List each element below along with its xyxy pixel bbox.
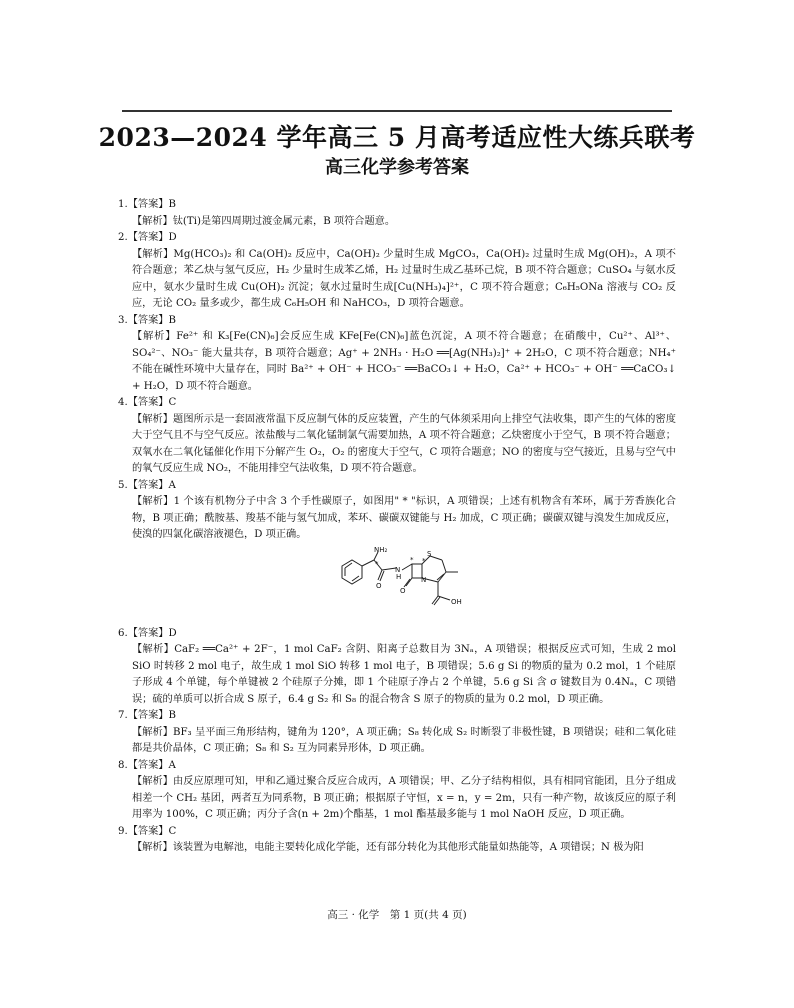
explanation-6: 【解析】CaF₂ ══Ca²⁺ + 2F⁻，1 mol CaF₂ 含阴、阳离子总数目为 3Nₐ，A 项错误；根据反应式可知，生成 2 mol SiO 时转移 2 mol 电子，故生成 1 mol SiO 转移 1 mol 电子，B 项错误；5.6 g Si 的物质的量为 0.2 mol，1 个硅原子形成 4 个单键，每个单键被 2 个硅原子分摊，即 1 个硅原子净占 2 个单键，5.6 g Si 含 σ 键数目为 0.4Nₐ，C 项错误；硫的单质可以折合成 S 原子，6.4 g S₂ 和 S₈ 的混合物含 S 原子的物质的量为 0.2 mol，D 项正确。 <box>132 644 676 705</box>
mol-label-chiral-2: * <box>410 555 414 564</box>
mol-label-s: S <box>427 549 432 558</box>
page-subtitle: 高三化学参考答案 <box>325 157 469 178</box>
mol-label-chiral-3: * <box>422 556 426 565</box>
page-title: 2023—2024 学年高三 5 月高考适应性大练兵联考 <box>98 123 696 152</box>
explanation-7: 【解析】BF₃ 呈平面三角形结构，键角为 120°，A 项正确；S₈ 转化成 S₂ 时断裂了非极性键，B 项错误；硅和二氧化硅都是共价晶体，C 项正确；S₈ 和 S₂ 互为同素异形体，D 项正确。 <box>132 726 676 754</box>
answer-content <box>118 197 676 857</box>
explanation-5: 【解析】1 个该有机物分子中含 3 个手性碳原子，如图用" * "标识，A 项错误；上述有机物含有苯环，属于芳香族化合物，B 项正确；酰胺基、羧基不能与氢气加成，苯环、碳碳双键能与 H₂ 加成，C 项正确；碳碳双键与溴发生加成反应，使溴的四氯化碳溶液褪色，D 项正确。 <box>132 496 676 540</box>
answer-4: 4.【答案】C <box>118 397 177 408</box>
explanation-1: 【解析】钛(Ti)是第四周期过渡金属元素，B 项符合题意。 <box>132 215 396 227</box>
answer-9: 9.【答案】C <box>118 825 177 837</box>
page-footer: 高三 · 化学 第 1 页(共 4 页) <box>327 909 467 921</box>
explanation-2: 【解析】Mg(HCO₃)₂ 和 Ca(OH)₂ 反应中，Ca(OH)₂ 少量时生成 MgCO₃，Ca(OH)₂ 过量时生成 Mg(OH)₂，A 项不符合题意；苯乙炔与氢气反应，H₂ 少量时生成苯乙烯，H₂ 过量时生成乙基环己烷，B 项不符合题意；CuSO₄ 与氨水反应中，氨水少量时生成 Cu(OH)₂ 沉淀；氨水过量时生成[Cu(NH₃)₄]²⁺，C 项不符合题意；C₆H₅ONa 溶液与 CO₂ 反应，无论 CO₂ 量多或少，都生成 C₆H₅OH 和 NaHCO₃，D 项符合题意。 <box>132 248 676 309</box>
mol-label-o-lactam: O <box>400 586 406 595</box>
answer-8: 8.【答案】A <box>118 759 176 771</box>
explanation-3: 【解析】Fe²⁺ 和 K₃[Fe(CN)₆]会反应生成 KFe[Fe(CN)₆]蓝色沉淀，A 项不符合题意；在硝酸中，Cu²⁺、Al³⁺、SO₄²⁻、NO₃⁻ 能大量共存，B 项符合题意；Ag⁺ + 2NH₃ · H₂O ══[Ag(NH₃)₂]⁺ + 2H₂O，C 项不符合题意；NH₄⁺ 不能在碱性环境中大量存在，同时 Ba²⁺ + OH⁻ + HCO₃⁻ ══BaCO₃↓ + H₂O，Ca²⁺ + HCO₃⁻ + OH⁻ ══CaCO₃↓ + H₂O，D 项不符合题意。 <box>132 331 676 392</box>
mol-label-chiral-1: * <box>375 559 379 568</box>
mol-label-nh2: NH₂ <box>374 545 388 554</box>
explanation-4: 【解析】题图所示是一套固液常温下反应制气体的反应装置，产生的气体须采用向上排空气法收集，即产生的气体的密度大于空气且不与空气反应。浓盐酸与二氧化锰制氯气需要加热，A 项不符合题意；乙炔密度小于空气，B 项不符合题意；双氧水在二氧化锰催化作用下分解产生 O₂，O₂ 的密度大于空气，C 项符合题意；NO 的密度与空气接近，且易与空气中的氧气反应生成 NO₂，不能用排空气法收集，D 项不符合题意。 <box>132 413 676 474</box>
answer-7: 7.【答案】B <box>118 710 176 721</box>
mol-label-n: N <box>395 565 401 574</box>
mol-label-h: H <box>396 572 402 581</box>
answer-2: 2.【答案】D <box>118 232 177 243</box>
explanation-8: 【解析】由反应原理可知，甲和乙通过聚合反应合成丙，A 项错误；甲、乙分子结构相似，具有相同官能团，且分子组成相差一个 CH₂ 基团，两者互为同系物，B 项正确；根据原子守恒，x = n，y = 2m，只有一种产物，故该反应的原子利用率为 100%，C 项正确；丙分子含(n + 2m)个酯基，1 mol 酯基最多能与 1 mol NaOH 反应，D 项正确。 <box>132 776 676 820</box>
answer-5: 5.【答案】A <box>118 479 176 491</box>
molecule-structure <box>334 546 484 624</box>
explanation-9: 【解析】该装置为电解池，电能主要转化成化学能，还有部分转化为其他形式能量如热能等，A 项错误；N 极为阳 <box>132 842 644 853</box>
answer-6: 6.【答案】D <box>118 627 177 639</box>
answer-1: 1.【答案】B <box>118 199 176 210</box>
mol-label-o-amide: O <box>376 581 382 590</box>
answer-3: 3.【答案】B <box>118 314 176 326</box>
top-rule <box>122 110 672 112</box>
mol-label-oh: OH <box>451 597 462 606</box>
mol-label-ring-n: N <box>421 575 427 584</box>
